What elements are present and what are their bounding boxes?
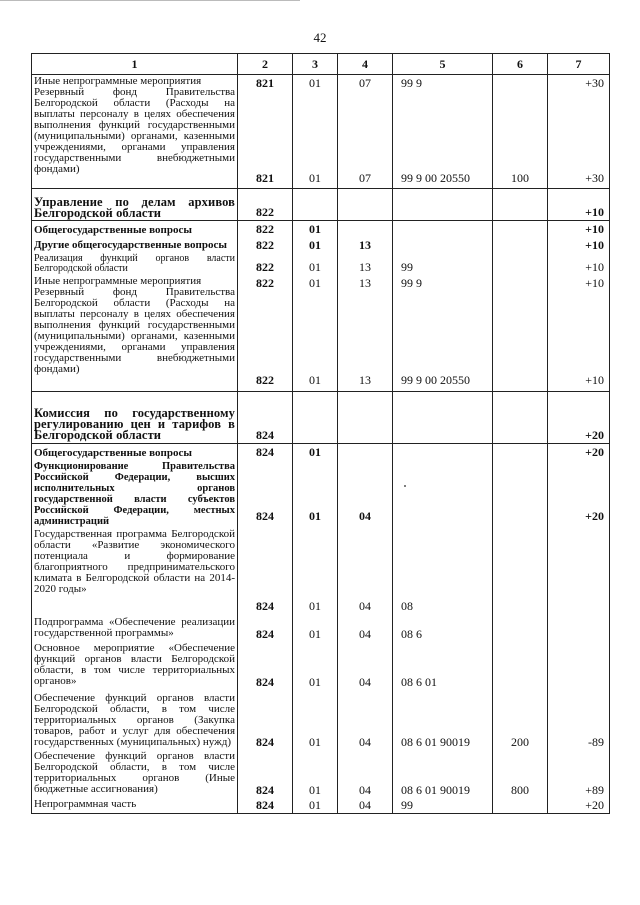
- cell-code: 01: [309, 171, 321, 185]
- cell-code: 01: [293, 750, 338, 798]
- cell-amount: +30: [585, 76, 604, 90]
- cell-amount: +20: [548, 391, 610, 443]
- table-row: [32, 528, 610, 616]
- cell-code: 08 6 01 90019: [393, 692, 493, 750]
- column-header: 5: [393, 54, 493, 75]
- cell-code: 99 9: [401, 276, 422, 290]
- cell-code: 08 6: [393, 616, 493, 642]
- cell-code: 822: [238, 237, 293, 253]
- cell-code: 100: [511, 171, 529, 185]
- row-name: Общегосударственные вопросы: [32, 443, 238, 460]
- cell-code: 01: [309, 76, 321, 90]
- row-name: Обеспечение функций органов власти Белгородской области, в том числе территориальных органов (Иные бюджетные ассигнования): [32, 750, 238, 798]
- cell-code: 824: [238, 460, 293, 528]
- column-header: 6: [493, 54, 548, 75]
- table-row: [32, 253, 610, 275]
- cell-amount: +10: [585, 276, 604, 290]
- table-row: [32, 221, 610, 238]
- table-row: [32, 692, 610, 750]
- row-name: Управление по делам архивов Белгородской области: [32, 189, 238, 221]
- cell-code: 01: [293, 616, 338, 642]
- cell-code: 99 9 00 20550: [401, 171, 470, 185]
- cell-code: 01: [293, 253, 338, 275]
- cell-code: 04: [338, 798, 393, 814]
- page-number: 42: [313, 30, 327, 45]
- cell-code: 821: [256, 171, 274, 185]
- table-row: [32, 616, 610, 642]
- cell-code: 01: [309, 276, 321, 290]
- stray-dot: [404, 485, 406, 487]
- cell-amount: -89: [548, 692, 610, 750]
- cell-amount: +10: [548, 253, 610, 275]
- cell-amount: +10: [585, 373, 604, 387]
- row-name: Непрограммная часть: [32, 798, 238, 814]
- cell-code: 822: [238, 253, 293, 275]
- column-header: 7: [548, 54, 610, 75]
- table-row: [32, 443, 610, 460]
- cell-code: 824: [238, 528, 293, 616]
- cell-amount: +10: [548, 237, 610, 253]
- cell-code: 07: [359, 76, 371, 90]
- cell-code: 04: [338, 692, 393, 750]
- row-name: Функционирование Правительства Российской Федерации, высших исполнительных органов государственной власти субъектов Российской Федерации, местных администраций: [32, 460, 238, 528]
- column-header: 4: [338, 54, 393, 75]
- row-name: Подпрограмма «Обеспечение реализации государственной программы»: [32, 616, 238, 642]
- table-row: [32, 798, 610, 814]
- table-row: [32, 189, 610, 221]
- cell-code: 13: [338, 237, 393, 253]
- cell-code: 99: [393, 798, 493, 814]
- cell-code: 01: [293, 798, 338, 814]
- cell-code: 824: [238, 391, 293, 443]
- cell-code: 824: [238, 616, 293, 642]
- top-rule: [0, 0, 300, 1]
- table-row: [32, 391, 610, 443]
- cell-code: 01: [293, 692, 338, 750]
- cell-code: 821: [256, 76, 274, 90]
- cell-amount: +10: [548, 221, 610, 238]
- table-row: [32, 750, 610, 798]
- table-row: [32, 642, 610, 692]
- cell-code: 822: [256, 373, 274, 387]
- table-row: [32, 237, 610, 253]
- cell-code: 824: [238, 443, 293, 460]
- column-header: 2: [238, 54, 293, 75]
- cell-code: 08 6 01 90019: [393, 750, 493, 798]
- table-row: [32, 460, 610, 528]
- cell-code: 01: [293, 221, 338, 238]
- table-row: [32, 75, 610, 189]
- cell-code: 01: [293, 460, 338, 528]
- cell-code: 99 9 00 20550: [401, 373, 470, 387]
- cell-code: 824: [238, 798, 293, 814]
- cell-code: 04: [338, 528, 393, 616]
- cell-amount: +20: [548, 443, 610, 460]
- cell-code: 824: [238, 692, 293, 750]
- cell-code: 01: [293, 443, 338, 460]
- budget-table: [31, 53, 610, 814]
- table-row: [32, 275, 610, 391]
- row-name: Основное мероприятие «Обеспечение функций органов власти Белгородской области, в том числе территориальных органов»: [32, 642, 238, 692]
- cell-code: 800: [493, 750, 548, 798]
- cell-code: 01: [293, 237, 338, 253]
- cell-amount: +30: [585, 171, 604, 185]
- cell-code: 200: [493, 692, 548, 750]
- cell-code: 13: [359, 276, 371, 290]
- cell-amount: +89: [548, 750, 610, 798]
- row-name: Реализация функций органов власти Белгородской области: [32, 253, 238, 275]
- row-name: Иные непрограммные мероприятия Резервный фонд Правительства Белгородской области (Расходы на выплаты персоналу в целях обеспечения выполнения функций государственными (муниципальными) органами, казенными учреждениями, органами управления государственными внебюджетными фондами): [32, 75, 238, 189]
- cell-code: 99 9: [401, 76, 422, 90]
- cell-code: 822: [256, 276, 274, 290]
- cell-code: 13: [359, 373, 371, 387]
- column-header: 3: [293, 54, 338, 75]
- cell-amount: +20: [548, 798, 610, 814]
- row-name: Комиссия по государственному регулированию цен и тарифов в Белгородской области: [32, 391, 238, 443]
- cell-code: 13: [338, 253, 393, 275]
- cell-code: 08: [393, 528, 493, 616]
- cell-code: 04: [338, 642, 393, 692]
- cell-code: 08 6 01: [393, 642, 493, 692]
- cell-code: 824: [238, 750, 293, 798]
- cell-code: 822: [238, 221, 293, 238]
- row-name: Общегосударственные вопросы: [32, 221, 238, 238]
- row-name: Иные непрограммные мероприятия Резервный фонд Правительства Белгородской области (Расходы на выплаты персоналу в целях обеспечения выполнения функций государственными (муниципальными) органами, казенными учреждениями, органами управления государственными внебюджетными фондами): [32, 275, 238, 391]
- cell-code: 01: [293, 528, 338, 616]
- column-header: 1: [32, 54, 238, 75]
- cell-code: 01: [309, 373, 321, 387]
- cell-code: 04: [338, 616, 393, 642]
- cell-code: 99: [393, 253, 493, 275]
- cell-code: 822: [238, 189, 293, 221]
- cell-amount: +10: [548, 189, 610, 221]
- cell-code: 01: [293, 642, 338, 692]
- row-name: Другие общегосударственные вопросы: [32, 237, 238, 253]
- row-name: Обеспечение функций органов власти Белгородской области, в том числе территориальных органов (Закупка товаров, работ и услуг для обеспечения государственных (муниципальных) нужд): [32, 692, 238, 750]
- cell-code: 04: [338, 750, 393, 798]
- cell-amount: +20: [548, 460, 610, 528]
- cell-code: 07: [359, 171, 371, 185]
- row-name: Государственная программа Белгородской области «Развитие экономического потенциала и формирование благоприятного предпринимательского климата в Белгородской области на 2014-2020 годы»: [32, 528, 238, 616]
- header-row: [32, 54, 610, 75]
- cell-code: 824: [238, 642, 293, 692]
- cell-code: 04: [338, 460, 393, 528]
